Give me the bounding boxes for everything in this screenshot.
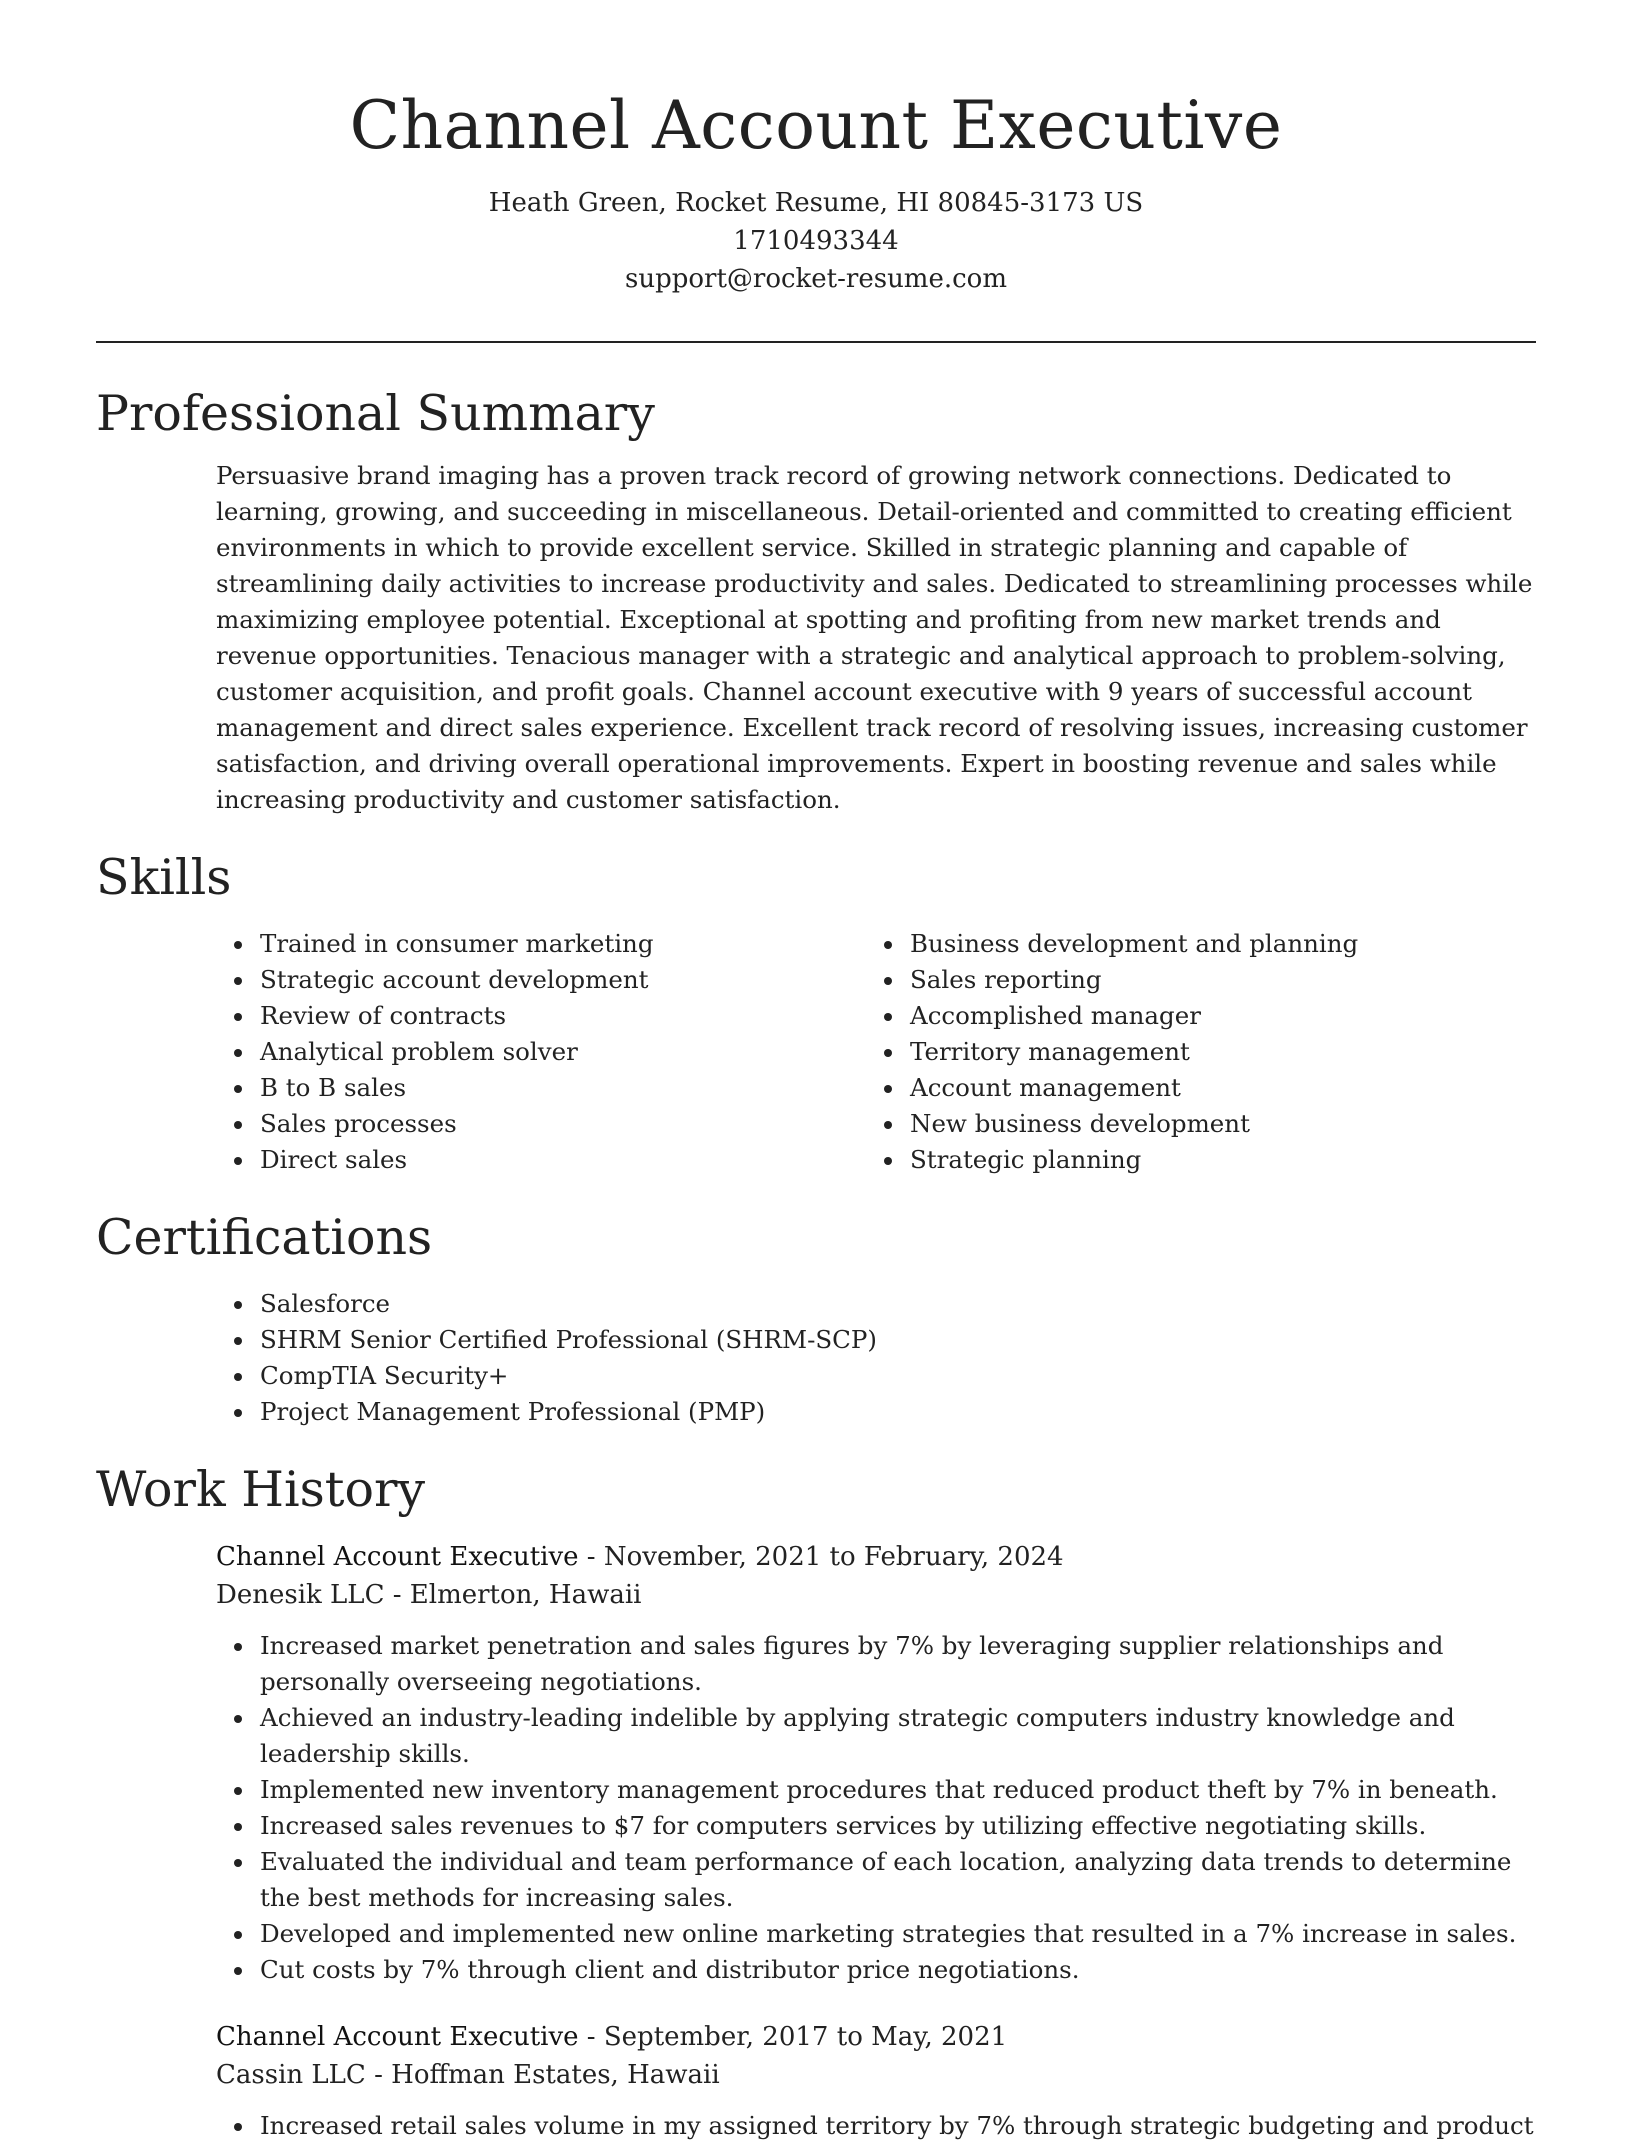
skill-item: Review of contracts — [96, 998, 746, 1034]
skills-columns — [96, 926, 1536, 1178]
job-company: Cassin LLC - Hoffman Estates, Hawaii — [216, 2060, 720, 2090]
certification-item: Project Management Professional (PMP) — [96, 1394, 1536, 1430]
job-title: Channel Account Executive — [216, 1542, 579, 1572]
skill-item: Analytical problem solver — [96, 1034, 746, 1070]
job-bullet: Increased sales revenues to $7 for computers services by utilizing effective negotiating skills. — [96, 1808, 1536, 1844]
job-bullet: Developed and implemented new online marketing strategies that resulted in a 7% increase in sales. — [96, 1916, 1536, 1952]
summary-text: Persuasive brand imaging has a proven track record of growing network connections. Dedicated to learning, growing, and succeeding in miscellaneous. Detail-oriented and committed to creating efficient environments in which to provide excellent service. Skilled in strategic planning and capable of streamlining daily activities to increase productivity and sales. Dedicated to streamlining processes while maximizing employee potential. Exceptional at spotting and profiting from new market trends and revenue opportunities. Tenacious manager with a strategic and analytical approach to problem-solving, customer acquisition, and profit goals. Channel account executive with 9 years of successful account management and direct sales experience. Excellent track record of resolving issues, increasing customer satisfaction, and driving overall operational improvements. Expert in boosting revenue and sales while increasing productivity and customer satisfaction. — [216, 461, 1533, 814]
job-dates: - September, 2017 to May, 2021 — [578, 2022, 1008, 2052]
job-bullet: Increased retail sales volume in my assigned territory by 7% through strategic budgeting and product — [96, 2108, 1536, 2144]
work-history-heading: Work History — [96, 1461, 426, 1518]
job-bullet: Achieved an industry-leading indelible by applying strategic computers industry knowledge and leadership skills. — [96, 1700, 1536, 1772]
summary-heading: Professional Summary — [96, 385, 655, 442]
skill-item: Direct sales — [96, 1142, 746, 1178]
skill-item: Strategic account development — [96, 962, 746, 998]
skill-item: B to B sales — [96, 1070, 746, 1106]
certifications-heading: Certifications — [96, 1209, 433, 1266]
job-title: Channel Account Executive — [216, 2022, 579, 2052]
contact-address: Heath Green, Rocket Resume, HI 80845-3173 US — [488, 188, 1144, 218]
contact-email: support@rocket-resume.com — [624, 264, 1007, 294]
job-entry — [96, 2018, 1536, 2144]
certifications-list — [96, 1286, 1536, 1430]
skill-item: Business development and planning — [746, 926, 1396, 962]
skills-section — [96, 842, 1536, 1178]
job-bullet: Implemented new inventory management procedures that reduced product theft by 7% in beneath. — [96, 1772, 1536, 1808]
skills-heading: Skills — [96, 849, 232, 906]
certification-item: SHRM Senior Certified Professional (SHRM-SCP) — [96, 1322, 1536, 1358]
contact-phone: 1710493344 — [733, 226, 899, 256]
job-entry — [96, 1538, 1536, 1988]
job-company: Denesik LLC - Elmerton, Hawaii — [216, 1580, 642, 1610]
job-bullets — [96, 2108, 1536, 2144]
skill-item: Account management — [746, 1070, 1396, 1106]
skill-item: Sales processes — [96, 1106, 746, 1142]
work-history-section — [96, 1454, 1536, 2144]
header-divider — [96, 341, 1536, 343]
job-bullet: Evaluated the individual and team performance of each location, analyzing data trends to determine the best methods for increasing sales. — [96, 1844, 1536, 1916]
skill-item: Territory management — [746, 1034, 1396, 1070]
skill-item: Sales reporting — [746, 962, 1396, 998]
job-title-line — [216, 1538, 1536, 1576]
job-title-line — [216, 2018, 1536, 2056]
job-dates: - November, 2021 to February, 2024 — [578, 1542, 1064, 1572]
contact-block — [96, 184, 1536, 298]
certifications-section — [96, 1202, 1536, 1430]
certification-item: CompTIA Security+ — [96, 1358, 1536, 1394]
certification-item: Salesforce — [96, 1286, 1536, 1322]
skill-item: Trained in consumer marketing — [96, 926, 746, 962]
job-bullet: Increased market penetration and sales figures by 7% by leveraging supplier relationships and personally overseeing negotiations. — [96, 1628, 1536, 1700]
summary-section — [96, 378, 1536, 818]
skill-item: Strategic planning — [746, 1142, 1396, 1178]
resume-content — [96, 378, 1536, 2144]
job-bullet: Cut costs by 7% through client and distributor price negotiations. — [96, 1952, 1536, 1988]
job-bullets — [96, 1628, 1536, 1988]
resume-title: Channel Account Executive — [349, 87, 1283, 164]
skills-list-right — [746, 926, 1396, 1178]
skill-item: Accomplished manager — [746, 998, 1396, 1034]
skills-list-left — [96, 926, 746, 1178]
resume-header — [96, 78, 1536, 298]
skill-item: New business development — [746, 1106, 1396, 1142]
